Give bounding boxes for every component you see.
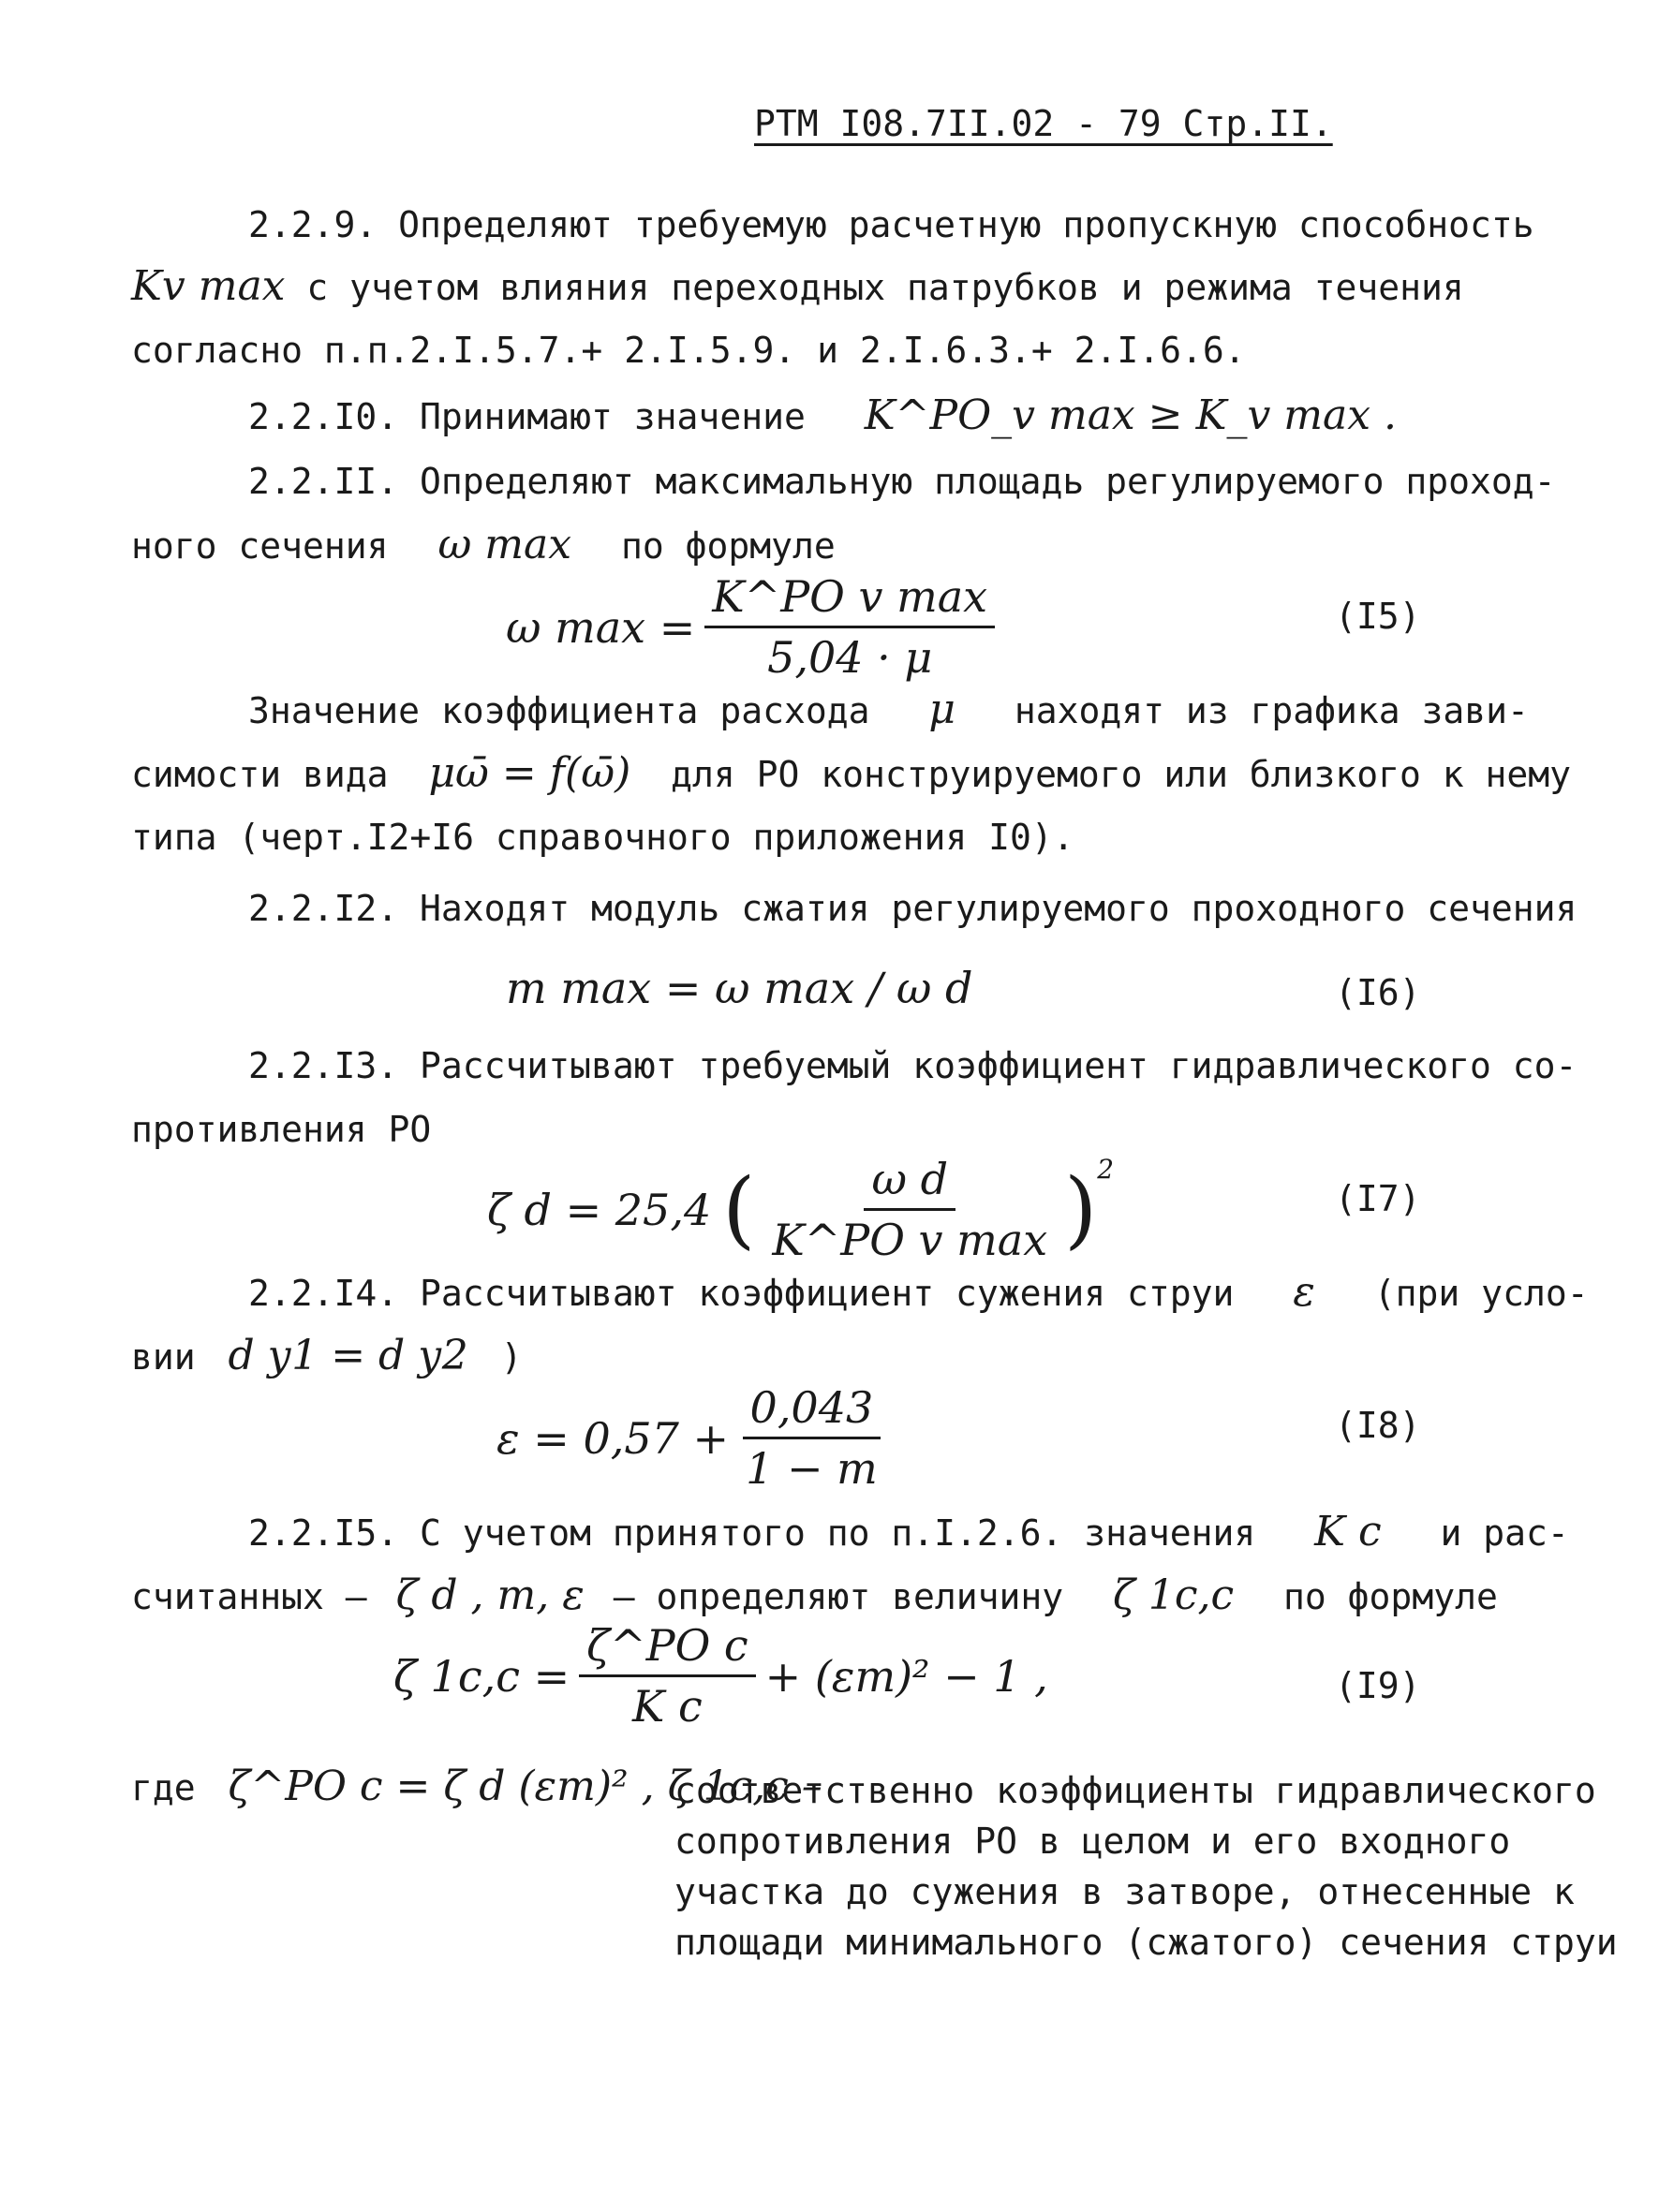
p2211-line1: 2.2.II. Определяют максимальную площадь регулируемого проход- (248, 461, 1556, 502)
p2211-line2b: по формуле (620, 525, 836, 567)
eq15-numerator: K^РО v max (704, 571, 995, 628)
eq18-fraction (738, 1382, 885, 1494)
pmu-line2b: для РО конструируемого или близкого к нему (671, 754, 1572, 795)
p229-line3: согласно п.п.2.I.5.7.+ 2.I.5.9. и 2.I.6.3.+ 2.I.6.6. (131, 330, 1246, 371)
page-header: РТМ I08.7II.02 - 79 Стр.II. (754, 103, 1333, 144)
eq17-exponent: 2 (1097, 1154, 1115, 1185)
pmu-line3: типа (черт.I2+I6 справочного приложения I0). (131, 817, 1074, 858)
p2211-line2a: ного сечения (131, 525, 389, 567)
where-formula: ζ^РО с = ζ d (εm)² , ζ 1с,с – (228, 1762, 822, 1810)
eq18-number: (I8) (1335, 1405, 1421, 1446)
where-lead: где (131, 1767, 196, 1808)
p2214-line1 (248, 1270, 1589, 1316)
eq17-numerator: ω d (864, 1154, 955, 1211)
eq15-denominator: 5,04 · μ (767, 632, 933, 683)
p229-line1: 2.2.9. Определяют требуемую расчетную пропускную способность (248, 204, 1534, 245)
p2214-line1b: (при усло- (1373, 1273, 1589, 1314)
equation-18 (496, 1382, 895, 1494)
eq18-lhs: ε = 0,57 + (496, 1412, 730, 1464)
eq15-lhs: ω max = (506, 601, 696, 653)
eq17-number: (I7) (1335, 1178, 1421, 1219)
p2215-line2a: считанных – (131, 1576, 367, 1617)
eq17-fraction (764, 1154, 1055, 1265)
equation-17 (487, 1154, 1114, 1265)
definition-line-3: участка до сужения в затворе, отнесенные к (674, 1871, 1575, 1912)
zeta-1cc-symbol: ζ 1с,с (1113, 1571, 1235, 1619)
kc-symbol: K c (1314, 1508, 1382, 1556)
mu-symbol: μ (928, 686, 955, 733)
equation-16: m max = ω max / ω d (506, 963, 973, 1013)
p2215-line2b: – определяют величину (613, 1576, 1064, 1617)
eq17-left-paren: ( (722, 1160, 756, 1259)
eq19-numerator: ζ^РО с (579, 1620, 756, 1677)
p2215-line1b: и рас- (1440, 1512, 1569, 1554)
eq18-denominator: 1 − m (746, 1443, 878, 1494)
eq15-number: (I5) (1335, 596, 1421, 637)
eq19-number: (I9) (1335, 1665, 1421, 1706)
p2215-line1a: 2.2.I5. С учетом принятого по п.I.2.6. значения (248, 1512, 1256, 1554)
zeta-m-eps-symbols: ζ d , m, ε (395, 1571, 585, 1619)
p2214-line2b: ) (500, 1336, 523, 1378)
mu-omega-function: μω̄ = f(ω̄) (428, 749, 631, 797)
p2215-line1 (248, 1510, 1569, 1556)
diameter-condition: d у1 = d у2 (228, 1332, 468, 1379)
p2215-line2c: по формуле (1283, 1576, 1498, 1617)
pmu-line1b: находят из графика зави- (1014, 690, 1529, 731)
p229-line2-text: с учетом влияния переходных патрубков и режима течения (306, 267, 1464, 308)
p2214-line2a: вии (131, 1336, 196, 1378)
eq19-rhs: + (εm)² − 1 , (764, 1650, 1048, 1702)
equation-15 (506, 571, 1004, 683)
epsilon-symbol: ε (1293, 1268, 1315, 1316)
equation-19 (393, 1620, 1048, 1732)
pmu-line1a: Значение коэффициента расхода (248, 690, 870, 731)
omega-max-symbol: ω max (437, 521, 572, 568)
p2210-line (248, 393, 1397, 439)
eq17-right-paren: ) (1064, 1160, 1098, 1259)
eq15-fraction (704, 571, 995, 683)
pmu-line2a: симости вида (131, 754, 389, 795)
definition-line-2: сопротивления РО в целом и его входного (674, 1821, 1511, 1862)
p2211-line2 (131, 523, 836, 568)
p229-line2 (131, 264, 1464, 310)
eq18-numerator: 0,043 (743, 1382, 881, 1439)
p2214-line1a: 2.2.I4. Рассчитывают коэффициент сужения струи (248, 1273, 1235, 1314)
p2215-line2 (131, 1573, 1498, 1619)
p2210-formula: K^РО_v max ≥ K_v max . (864, 391, 1398, 439)
kv-max-symbol: Kv max (131, 262, 286, 310)
eq16-number: (I6) (1335, 972, 1421, 1013)
p2210-text: 2.2.I0. Принимают значение (248, 396, 806, 437)
p2213-line1: 2.2.I3. Рассчитывают требуемый коэффициент гидравлического со- (248, 1045, 1578, 1086)
eq17-denominator: K^РО v max (772, 1215, 1048, 1265)
p2212-line: 2.2.I2. Находят модуль сжатия регулируемого проходного сечения (248, 888, 1578, 929)
p2214-line2 (131, 1334, 523, 1379)
pmu-line2 (131, 751, 1571, 797)
p2213-line2: противления РО (131, 1109, 432, 1150)
pmu-line1 (248, 687, 1529, 733)
definition-line-1: соответственно коэффициенты гидравлического (674, 1770, 1596, 1811)
eq19-lhs: ζ 1с,с = (393, 1650, 570, 1702)
eq17-lhs: ζ d = 25,4 (487, 1184, 712, 1235)
eq19-denominator: K c (632, 1681, 703, 1732)
eq19-fraction (579, 1620, 756, 1732)
definition-line-4: площади минимального (сжатого) сечения струи (674, 1922, 1618, 1963)
